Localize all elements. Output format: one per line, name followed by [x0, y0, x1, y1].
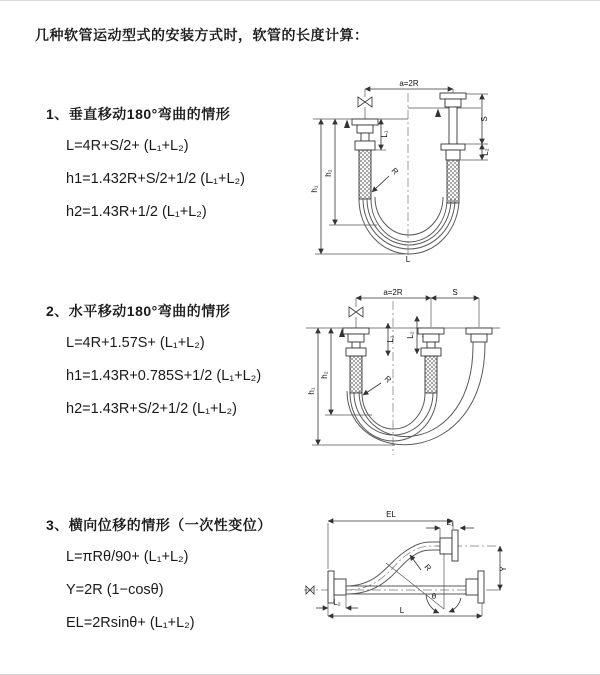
- section1-formula-h2: h2=1.43R+1/2 (L₁+L₂): [66, 204, 207, 220]
- diagram-lateral-displacement: [298, 503, 598, 663]
- d1-dim-width-label: a=2R: [399, 79, 419, 88]
- d3-l1-label: L₁: [446, 518, 454, 527]
- d2-h1-label: h₁: [307, 387, 316, 395]
- d2-fitting-dimensions: [386, 316, 417, 356]
- diagram-horizontal-180: [300, 283, 545, 463]
- d3-el-dimension: [328, 510, 453, 569]
- d2-h2-label: h₂: [320, 371, 329, 379]
- section3-formula-Y: Y=2R (1−cosθ): [66, 582, 164, 598]
- d2-dim-width-label: a=2R: [383, 288, 403, 297]
- d1-radius-label: R: [389, 166, 401, 177]
- section-lateral-displacement: [46, 515, 272, 640]
- page-title: 几种软管运动型式的安装方式时，软管的长度计算：: [35, 27, 369, 43]
- d2-s-label: S: [452, 288, 458, 297]
- d2-l2-label: L₂: [406, 331, 415, 339]
- section2-formula-h2: h2=1.43R+S/2+1/2 (L₁+L₂): [66, 401, 237, 417]
- d3-y-dimension: [488, 546, 508, 590]
- braided-hose-section: [350, 356, 362, 393]
- valve-icon: [358, 89, 372, 119]
- d1-h1-label: h₁: [310, 185, 319, 193]
- d3-el-label: EL: [386, 510, 396, 519]
- braided-hose-section: [359, 150, 371, 199]
- d2-radius-callout: [363, 374, 393, 395]
- d2-radius-label: R: [382, 374, 394, 385]
- d2-hose-arcs: [347, 342, 485, 445]
- d1-l1-label: L₁: [380, 130, 389, 138]
- d3-upper-fitting: [440, 530, 458, 561]
- d3-radius-construction: [386, 553, 461, 613]
- section2-formula-h1: h1=1.43R+0.785S+1/2 (L₁+L₂): [66, 368, 262, 384]
- d1-s-label: S: [480, 116, 489, 122]
- d3-angle-label: θ: [431, 592, 437, 601]
- section-horizontal-movement: [46, 301, 261, 426]
- section1-heading: 1、垂直移动180°弯曲的情形: [46, 106, 231, 122]
- d1-left-dimensions: [310, 119, 405, 254]
- d1-hose-arcs: [359, 197, 459, 254]
- d1-top-dimension: [365, 79, 453, 93]
- d3-length-label: L: [399, 606, 405, 615]
- d1-right-riser: [440, 93, 466, 203]
- diagram-vertical-180: [305, 73, 535, 263]
- d1-h2-label: h₂: [324, 169, 333, 177]
- d1-l2-label: L₂: [481, 148, 490, 156]
- braided-hose-section: [447, 160, 459, 203]
- d3-l2-label: L₂: [333, 598, 341, 607]
- d1-length-label: L: [405, 255, 411, 264]
- section3-formula-EL: EL=2Rsinθ+ (L₁+L₂): [66, 615, 195, 631]
- d3-right-lower-fitting: [466, 571, 484, 603]
- section3-heading: 3、横向位移的情形（一次性变位）: [46, 517, 272, 533]
- d2-right-riser: [466, 328, 492, 342]
- d1-left-riser: [352, 119, 378, 199]
- valve-icon: [349, 298, 363, 328]
- d3-y-label: Y: [499, 566, 508, 572]
- d3-radius-callout: [410, 555, 433, 573]
- d1-radius-callout: [372, 166, 400, 192]
- section-vertical-movement: [46, 104, 245, 229]
- d2-top-dimension: [356, 288, 479, 327]
- d2-l1-label: L₁: [386, 335, 395, 343]
- d2-middle-riser: [418, 328, 444, 393]
- section3-formula-L: L=πRθ/90+ (L₁+L₂): [66, 549, 189, 565]
- d3-radius-label: R: [422, 562, 434, 573]
- section1-formula-L: L=4R+S/2+ (L₁+L₂): [66, 138, 189, 154]
- braided-hose-section: [425, 356, 437, 393]
- d2-left-riser: [343, 328, 369, 393]
- section2-heading: 2、水平移动180°弯曲的情形: [46, 303, 231, 319]
- d3-bottom-dimensions: [316, 595, 482, 616]
- d2-centerlines: [306, 301, 500, 455]
- section2-formula-L: L=4R+1.57S+ (L₁+L₂): [66, 335, 205, 351]
- section1-formula-h1: h1=1.432R+S/2+1/2 (L₁+L₂): [66, 171, 246, 187]
